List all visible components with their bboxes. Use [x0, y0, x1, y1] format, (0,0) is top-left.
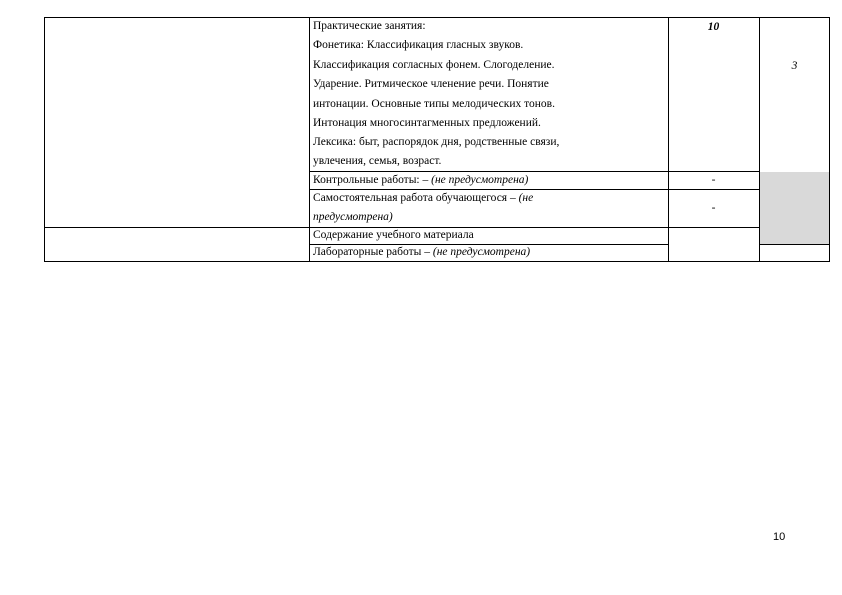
- table-border-right: [829, 17, 830, 262]
- table-line: [309, 17, 310, 262]
- row5-label-text: Лабораторные работы –: [313, 246, 433, 258]
- row1-text-line: интонации. Основные типы мелодических тонов.: [313, 98, 555, 110]
- row3-hours: -: [711, 202, 716, 214]
- row5-label: [313, 243, 530, 262]
- row3-note: (не: [518, 192, 534, 204]
- row4-label: Содержание учебного материала: [313, 229, 474, 241]
- row2-label: [313, 171, 528, 190]
- page-number: 10: [773, 531, 786, 543]
- row1-text-line: Интонация многосинтагменных предложений.: [313, 117, 541, 129]
- table-line: [759, 17, 760, 262]
- row2-note: (не предусмотрена): [431, 174, 529, 186]
- row3-note-cont: предусмотрена): [313, 211, 393, 223]
- row3-label: [313, 189, 533, 208]
- row1-level: 3: [791, 60, 798, 72]
- row3-label-text: Самостоятельная работа обучающегося –: [313, 192, 519, 204]
- row5-note: (не предусмотрена): [432, 246, 531, 258]
- table-line: [668, 17, 669, 262]
- row1-text-line: Ударение. Ритмическое членение речи. Понятие: [313, 78, 549, 90]
- row1-text-line: Классификация согласных фонем. Слогоделение.: [313, 59, 555, 71]
- row1-text-line: Практические занятия:: [313, 20, 426, 32]
- row1-text-line: увлечения, семья, возраст.: [313, 155, 442, 167]
- row1-hours: 10: [707, 21, 720, 33]
- row2-label-text: Контрольные работы: –: [313, 174, 432, 186]
- gray-cell: [760, 172, 829, 244]
- table-line: [760, 244, 830, 245]
- table-border-left: [44, 17, 45, 262]
- row1-text-line: Фонетика: Классификация гласных звуков.: [313, 39, 524, 51]
- row1-text-line: Лексика: быт, распорядок дня, родственные связи,: [313, 136, 560, 148]
- row2-hours: -: [711, 174, 716, 186]
